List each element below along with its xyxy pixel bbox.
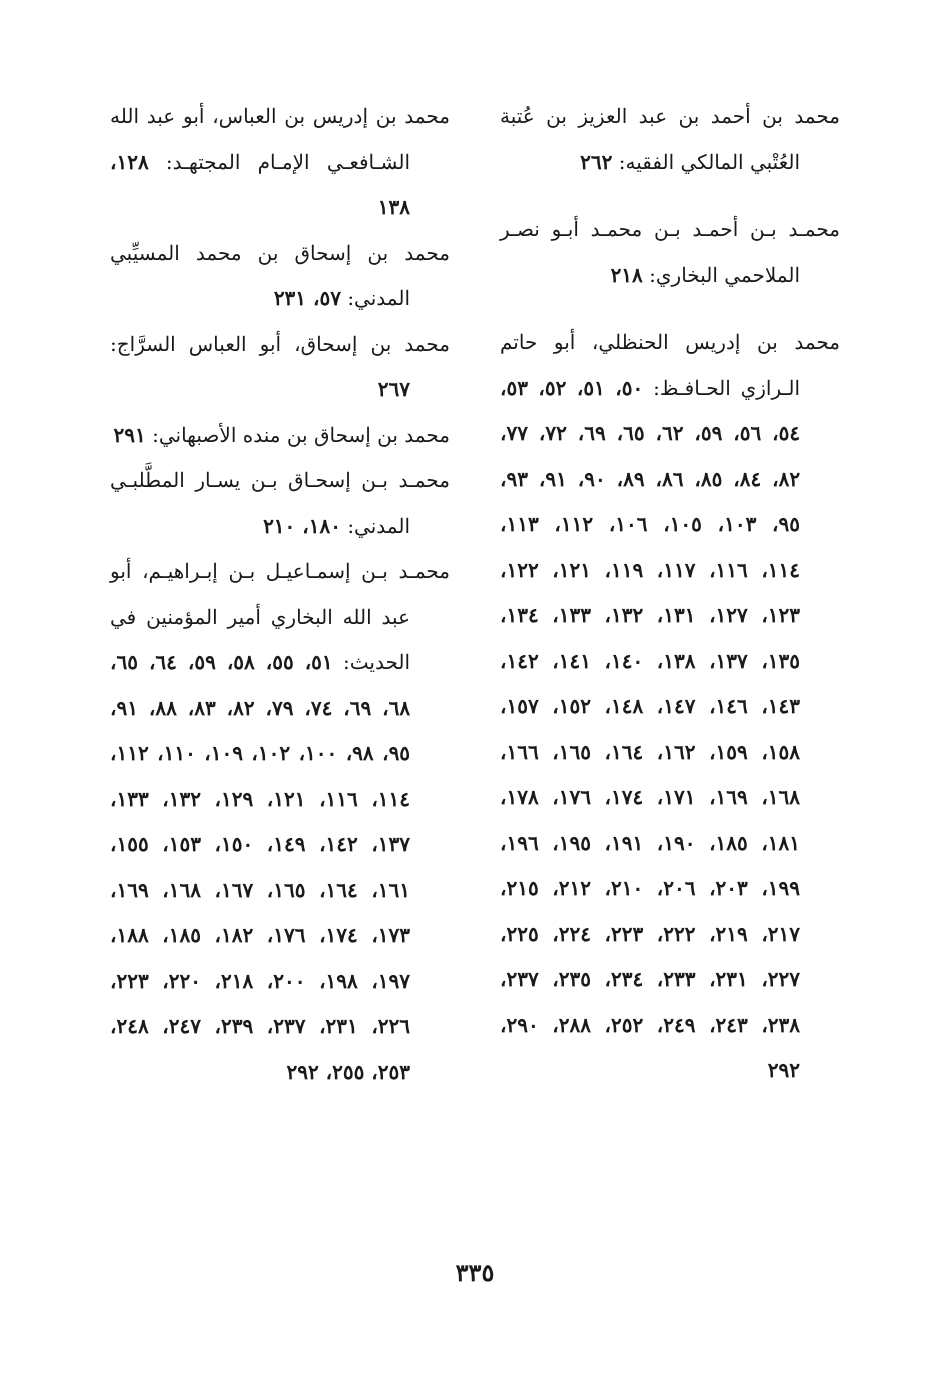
- index-entry: [110, 231, 450, 322]
- index-entry: [500, 94, 840, 185]
- entry-pages: ١٢٨، ١٣٨: [110, 149, 410, 219]
- index-entry: [110, 458, 450, 549]
- index-entry: [500, 207, 840, 298]
- index-entry: [110, 549, 450, 1095]
- entry-pages: ٢٦٧: [377, 377, 410, 401]
- entry-pages: ١٨٠، ٢١٠: [263, 513, 341, 538]
- page-number: ٣٣٥: [455, 1258, 495, 1287]
- entry-name: محمـد بـن إسمـاعيـل بـن إبـراهيـم، أبو عبد الله البخاري أمير المؤمنين في الحديث:: [110, 559, 450, 674]
- entry-name: محمد بن أحمد بن عبد العزيز بن عُتبة العُتْبي المالكي الفقيه:: [500, 104, 840, 174]
- entry-name: محمد بن إدريس الحنظلي، أبو حاتم الـرازي الحـافـظ:: [500, 330, 840, 400]
- index-entry: [110, 322, 450, 413]
- entry-name: محمد بن إدريس بن العباس، أبو عبد الله الشـافعـي الإمـام المجتهـد:: [110, 104, 450, 174]
- index-column-left: [110, 94, 450, 1095]
- entry-name: محمـد بـن إسحـاق بـن يسـار المطَّلبـي المدني:: [110, 468, 450, 538]
- entry-name: محمد بن إسحاق بن منده الأصبهاني:: [152, 422, 450, 447]
- entry-pages: ٢١٨: [610, 262, 643, 287]
- entry-name: محمـد بـن أحمـد بـن محمـد أبـو نصـر الملاحمي البخاري:: [500, 217, 840, 287]
- entry-pages: ٢٩١: [113, 422, 146, 447]
- index-entry: [500, 320, 840, 1094]
- entry-pages: ٥٧، ٢٣١: [273, 286, 341, 310]
- index-column-right: [500, 94, 840, 1094]
- index-entry: [110, 413, 450, 459]
- entry-pages: ٥٠، ٥١، ٥٢، ٥٣، ٥٤، ٥٦، ٥٩، ٦٢، ٦٥، ٦٩، ٧٢، ٧٧، ٨٢، ٨٤، ٨٥، ٨٦، ٨٩، ٩٠، ٩١، ٩٣، ٩٥، ١٠٣، ١٠٥، ١٠٦، ١١٢، ١١٣، ١١٤، ١١٦، ١١٧، ١١٩، ١٢١، ١٢٢، ١٢٣، ١٢٧، ١٣١، ١٣٢، ١٣٣، ١٣٤، ١٣٥، ١٣٧، ١٣٨، ١٤٠، ١٤١، ١٤٢، ١٤٣، ١٤٦، ١٤٧، ١٤٨، ١٥٢، ١٥٧، ١٥٨، ١٥٩، ١٦٢، ١٦٤، ١٦٥، ١٦٦، ١٦٨، ١٦٩، ١٧١، ١٧٤، ١٧٦، ١٧٨، ١٨١، ١٨٥، ١٩٠، ١٩١، ١٩٥، ١٩٦، ١٩٩، ٢٠٣، ٢٠٦، ٢١٠، ٢١٢، ٢١٥، ٢١٧، ٢١٩، ٢٢٢، ٢٢٣، ٢٢٤، ٢٢٥، ٢٢٧، ٢٣١، ٢٣٣، ٢٣٤، ٢٣٥، ٢٣٧، ٢٣٨، ٢٤٣، ٢٤٩، ٢٥٢، ٢٨٨، ٢٩٠، ٢٩٢: [500, 375, 801, 1082]
- entry-pages: ٢٦٢: [580, 149, 613, 174]
- entry-name: محمد بن إسحاق، أبو العباس السرَّاج:: [110, 331, 450, 356]
- entry-name: محمد بن إسحاق بن محمد المسيِّبي المدني:: [110, 240, 450, 310]
- entry-pages: ٥١، ٥٥، ٥٨، ٥٩، ٦٤، ٦٥، ٦٨، ٦٩، ٧٤، ٧٩، ٨٢، ٨٣، ٨٨، ٩١، ٩٥، ٩٨، ١٠٠، ١٠٢، ١٠٩، ١١٠، ١١٢، ١١٤، ١١٦، ١٢١، ١٢٩، ١٣٢، ١٣٣، ١٣٧، ١٤٢، ١٤٩، ١٥٠، ١٥٣، ١٥٥، ١٦١، ١٦٤، ١٦٥، ١٦٧، ١٦٨، ١٦٩، ١٧٣، ١٧٤، ١٧٦، ١٨٢، ١٨٥، ١٨٨، ١٩٧، ١٩٨، ٢٠٠، ٢١٨، ٢٢٠، ٢٢٣، ٢٢٦، ٢٣١، ٢٣٧، ٢٣٩، ٢٤٧، ٢٤٨، ٢٥٣، ٢٥٥، ٢٩٢: [110, 650, 411, 1084]
- index-entry: [110, 94, 450, 231]
